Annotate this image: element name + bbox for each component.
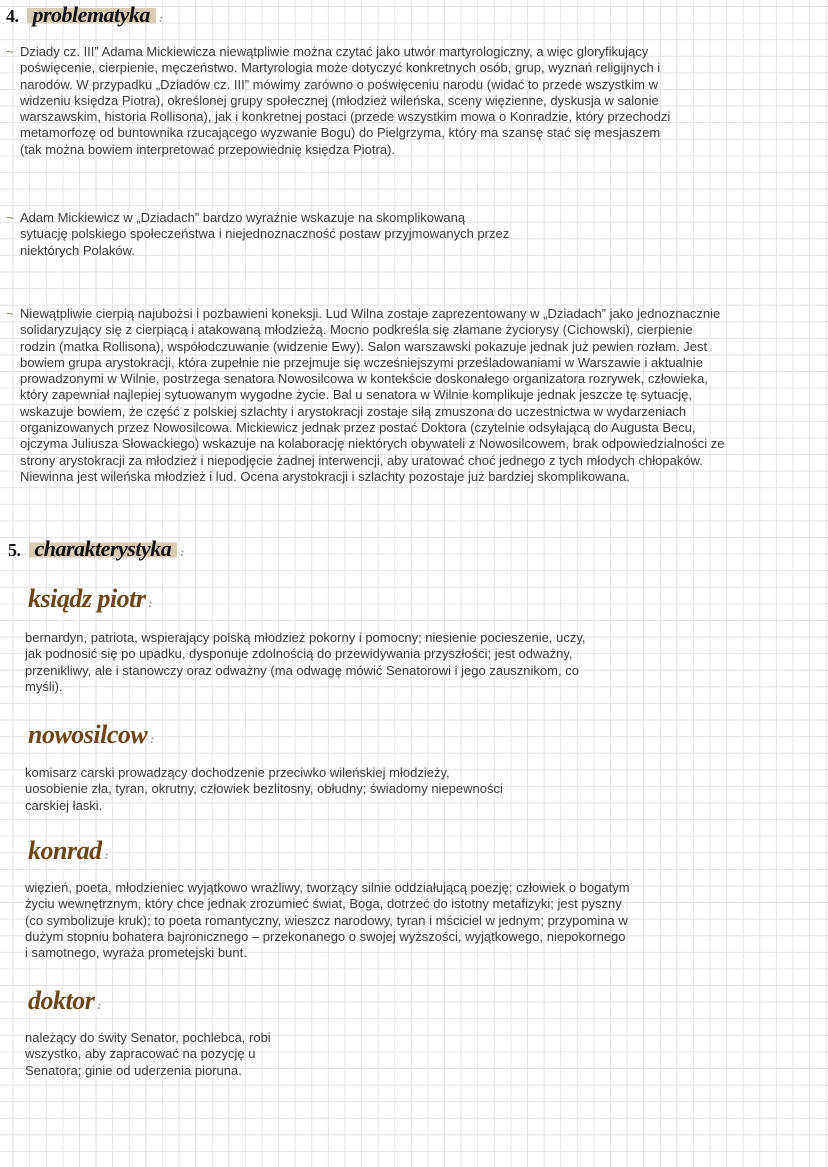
- character-description: należący do świty Senator, pochlebca, robi wszystko, aby zapracować na pozycję u Senatora; ginie od uderzenia pioruna.: [25, 1030, 271, 1078]
- character-heading-nowosilcow: nowosilcow :: [28, 720, 154, 749]
- paragraph-cierpienie: ~ Niewątpliwie cierpią najubożsi i pozbawieni koneksji. Lud Wilna zostaje zaprezentowany w „Dziadach” jako jednoznacznie solidaryzujący się z cierpiącą i atakowaną młodzieżą. Mocno podkreśla się złamane życiorysy (Cichowski), cierpienie rodzin (matka Rollisona), współodczuwanie (widzenie Ewy). Salon warszawski pokazuje jednak już pewien rozłam. Jest bowiem grupa arystokracji, która zupełnie nie przejmuje się wcześniejszymi prześladowaniami w Warszawie i aktualnie prowadzonymi w Wilnie, postrzega senatora Nowosilcowa w kontekście doskonałego organizatora rozrywek, człowieka, który zapewniał najlepiej sytuowanym wygodne życie. Bal u senatora w Wilnie komplikuje jednak jeszcze tę sytuację, wskazuje bowiem, że część z polskiej szlachty i arystokracji zostaje siłą zmuszona do uczestnictwa w wydarzeniach organizowanych przez Nowosilcowa. Mickiewicz jednak przez postać Doktora (czytelnie odsyłającą do Augusta Becu, ojczyma Juliusza Słowackiego) wskazuje na kolaborację niektórych obywateli z Nowosilcowem, brak odpowiedzialności ze strony arystokracji za młodzież i niepodjęcie żadnej interwencji, aby uratować choć jednego z tych młodych chłopaków. Niewinna jest wileńska młodzież i lud. Ocena arystokracji i szlachty pozostaje już bardziej skomplikowana.: [6, 306, 725, 484]
- section-heading-charakterystyka: 5. charakterystyka :: [8, 536, 184, 561]
- tilde-bullet-icon: ~: [6, 44, 14, 59]
- paragraph-martyrologia: ~ Dziady cz. III” Adama Mickiewicza niewątpliwie można czytać jako utwór martyrologiczny, a więc gloryfikujący poświęcenie, cierpienie, męczeństwo. Martyrologia może dotyczyć konkretnych osób, grup, wyznań religijnych i narodów. W przypadku „Dziadów cz. III” mówimy zarówno o poświęceniu narodu (widać to przede wszystkim w widzeniu księdza Piotra), określonej grupy społecznej (młodzież wileńska, sceny więzienne, dyskusja w salonie warszawskim, historia Rollisona), jak i konkretnej postaci (przede wszystkim mowa o Konradzie, który przechodzi metamorfozę od buntownika rzucającego wyzwanie Bogu) do Pielgrzyma, który ma szansę stać się mesjaszem (tak można bowiem interpretować przepowiednię księdza Piotra).: [6, 44, 671, 157]
- section-heading-problematyka: 4. problematyka :: [6, 2, 163, 27]
- character-heading-ksiadz-piotr: ksiądz piotr :: [28, 584, 153, 613]
- character-description: bernardyn, patriota, wspierający polską młodzież pokorny i pomocny; niesienie pocieszenie, uczy, jak podnosić się po upadku, dysponuje zdolnością do przewidywania przyszłości; jest odważny, przenikliwy, ale i stanowczy oraz odważny (ma odwagę mówić Senatorowi i jego zausznikom, co myśli).: [25, 630, 586, 694]
- tilde-bullet-icon: ~: [6, 210, 14, 225]
- paragraph-spoleczenstwo: ~ Adam Mickiewicz w „Dziadach” bardzo wyraźnie wskazuje na skomplikowaną sytuację polskiego społeczeństwa i niejednoznaczność postaw przyjmowanych przez niektórych Polaków.: [6, 210, 510, 258]
- tilde-bullet-icon: ~: [6, 306, 14, 321]
- section-title: problematyka: [27, 2, 156, 27]
- section-number: 4.: [6, 6, 19, 26]
- section-title: charakterystyka: [29, 536, 178, 561]
- character-description: więzień, poeta, młodzieniec wyjątkowo wrażliwy, tworzący silnie oddziałującą poezję; człowiek o bogatym życiu wewnętrznym, który chce jednak zrozumieć świat, Boga, dotrzeć do istotny metafizyki; jest pyszny (co symbolizuje kruk); to poeta romantyczny, wieszcz narodowy, tyran i mściciel w jednym; przypomina w dużym stopniu bohatera bajronicznego – przekonanego o swojej wyższości, wyjątkowego, niepokornego i samotnego, wyraża prometejski bunt.: [25, 880, 630, 961]
- character-description: komisarz carski prowadzący dochodzenie przeciwko wileńskiej młodzieży, uosobienie zła, tyran, okrutny, człowiek bezlitosny, obłudny; świadomy niepewności carskiej łaski.: [25, 765, 503, 813]
- character-heading-konrad: konrad :: [28, 836, 109, 865]
- section-number: 5.: [8, 540, 21, 560]
- character-heading-doktor: doktor :: [28, 986, 101, 1015]
